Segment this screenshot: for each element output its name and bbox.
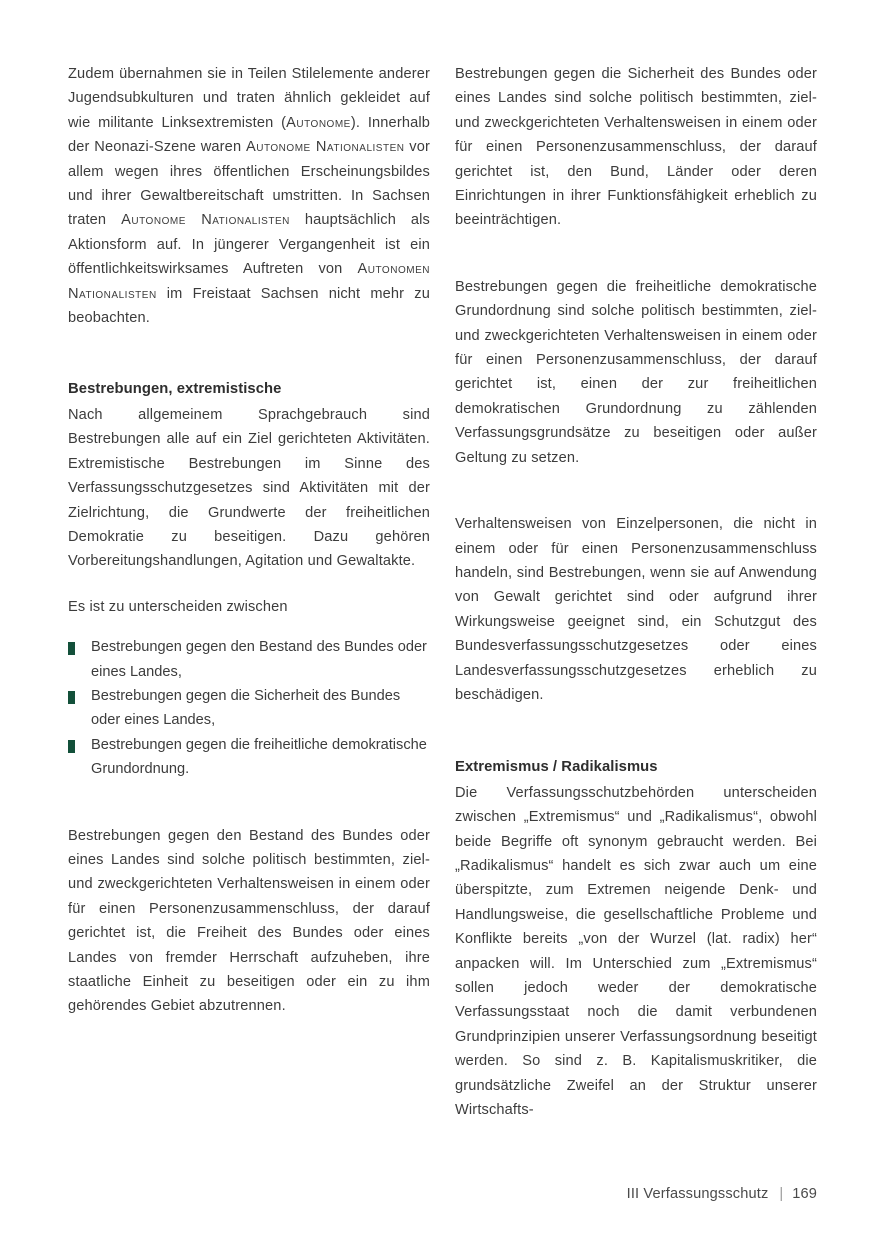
list-item xyxy=(68,684,430,733)
footer-separator: | xyxy=(779,1186,784,1202)
paragraph-sicherheit-des-bundes: Bestrebungen gegen die Sicherheit des Bundes oder eines Landes sind solche politisch bestimmten, ziel- und zweckgerichteten Verhaltensweisen in einem oder für einen Personenzusammenschluss, der darauf gerichtet ist, den Bund, Länder oder deren Einrichtungen in ihrer Funktionsfähigkeit erheblich zu beeinträchtigen. xyxy=(455,66,817,229)
text-run: im Freistaat Sachsen nicht mehr zu beobachten. xyxy=(68,285,430,327)
smallcaps-autonome-nationalisten: Autonome Nationalisten xyxy=(245,139,405,156)
text-run: Zudem übernahmen sie in Teilen Stilelemente anderer Jugendsubkulturen und traten ähnlich gekleidet auf wie militante Linksextremisten ( xyxy=(68,66,430,131)
list-item-label: Bestrebungen gegen die Sicherheit des Bundes oder eines Landes, xyxy=(91,687,401,729)
list-item xyxy=(68,635,430,684)
paragraph-bestand-des-bundes: Bestrebungen gegen den Bestand des Bundes oder eines Landes sind solche politisch bestimmten, ziel- und zweckgerichteten Verhaltensweisen in einem oder für einen Personenzusammenschluss, der darauf gerichtet ist, die Freiheit des Bundes oder eines Landes von fremder Herrschaft aufzuheben, ihre staatliche Einheit zu beseitigen oder ein zu ihm gehörendes Gebiet abzutrennen. xyxy=(68,827,430,1015)
right-column xyxy=(455,62,817,1122)
paragraph-autonome-nationalisten xyxy=(68,62,430,330)
page-footer xyxy=(627,1184,817,1204)
footer-chapter-label: III Verfassungsschutz xyxy=(626,1186,769,1202)
paragraph-verhaltensweisen-einzelpersonen: Verhaltensweisen von Einzelpersonen, die nicht in einem oder für einen Personenzusammenschluss handeln, sind Bestrebungen, wenn sie auf Anwendung von Gewalt gerichtet sind oder aufgrund ihrer Wirkungsweise geeignet sind, ein Schutzgut des Bundesverfassungsschutzgesetzes oder eines Landesverfassungsschutzgesetzes erheblich zu beschädigen. xyxy=(455,516,817,703)
smallcaps-autonome-nationalisten: Autonome Nationalisten xyxy=(121,212,290,229)
square-bullet-icon xyxy=(68,740,75,753)
paragraph-extremismus-radikalismus-definition: Die Verfassungsschutzbehörden unterscheiden zwischen „Extremismus“ und „Radikalismus“, obwohl beide Begriffe oft synonym gebraucht werden. Bei „Radikalismus“ handelt es sich zwar auch um eine überspitzte, zum Extremen neigende Denk- und Handlungsweise, die gesellschaftliche Probleme und Konflikte bereits „von der Wurzel (lat. radix) her“ anpacken will. Im Unterschied zum „Extremismus“ sollen jedoch weder der demokratische Verfassungsstaat noch die damit verbundenen Grundprinzipien unserer Verfassungsordnung beseitigt werden. So sind z. B. Kapitalismuskritiker, die grundsätzliche Zweifel an der Struktur unserer Wirtschafts- xyxy=(455,784,817,1119)
smallcaps-autonome: Autonome xyxy=(286,114,351,131)
list-item xyxy=(68,733,430,782)
spacer xyxy=(455,491,817,512)
bestrebungen-bullet-list xyxy=(68,635,430,781)
paragraph-bestrebungen-definition: Nach allgemeinem Sprachgebrauch sind Bestrebungen alle auf ein Ziel gerichteten Aktivitäten. Extremistische Bestrebungen im Sinne des Verfassungsschutzgesetzes sind Aktivitäten mit der Zielrichtung, die Grundwerte der freiheitlichen Demokratie zu beseitigen. Dazu gehören Vorbereitungshandlungen, Agitation und Gewaltakte. xyxy=(68,406,430,570)
list-item-label: Bestrebungen gegen die freiheitliche demokratische Grundordnung. xyxy=(91,736,427,778)
smallcaps-autonomen-nationalisten: Autonomen Nationalisten xyxy=(68,261,430,302)
list-item-label: Bestrebungen gegen den Bestand des Bundes oder eines Landes, xyxy=(91,639,427,680)
heading-extremismus-radikalismus: Extremismus / Radikalismus xyxy=(455,759,658,776)
footer-page-number: 169 xyxy=(792,1186,817,1202)
spacer xyxy=(68,782,430,824)
spacer xyxy=(455,254,817,275)
square-bullet-icon xyxy=(68,642,75,655)
left-column xyxy=(68,62,430,1122)
square-bullet-icon xyxy=(68,691,75,704)
two-column-body xyxy=(68,62,817,1122)
paragraph-es-ist-zu-unterscheiden: Es ist zu unterscheiden zwischen xyxy=(68,598,288,615)
text-run: hauptsächlich als Aktionsform auf. In jüngerer Vergangenheit ist ein öffentlichkeitswirksames Auftreten von xyxy=(68,212,430,278)
spacer xyxy=(455,728,817,755)
heading-bestrebungen-extremistische: Bestrebungen, extremistische xyxy=(68,381,282,398)
text-run: vor allem wegen ihres öffentlichen Erscheinungsbildes und ihrer Gewaltbereitschaft umstritten. In Sachsen traten xyxy=(68,139,430,229)
text-run: ). Innerhalb der Neonazi-Szene waren xyxy=(68,114,430,156)
spacer xyxy=(68,351,430,377)
paragraph-freiheitliche-demokratische-grundordnung: Bestrebungen gegen die freiheitliche demokratische Grundordnung sind solche politisch bestimmten, ziel- und zweckgerichteten Verhaltensweisen in einem oder für einen Personenzusammenschluss, der darauf gerichtet ist, einen der zur freiheitlichen demokratischen Grundordnung zu zählenden Verfassungsgrundsätze zu beseitigen oder außer Geltung zu setzen. xyxy=(455,278,817,466)
